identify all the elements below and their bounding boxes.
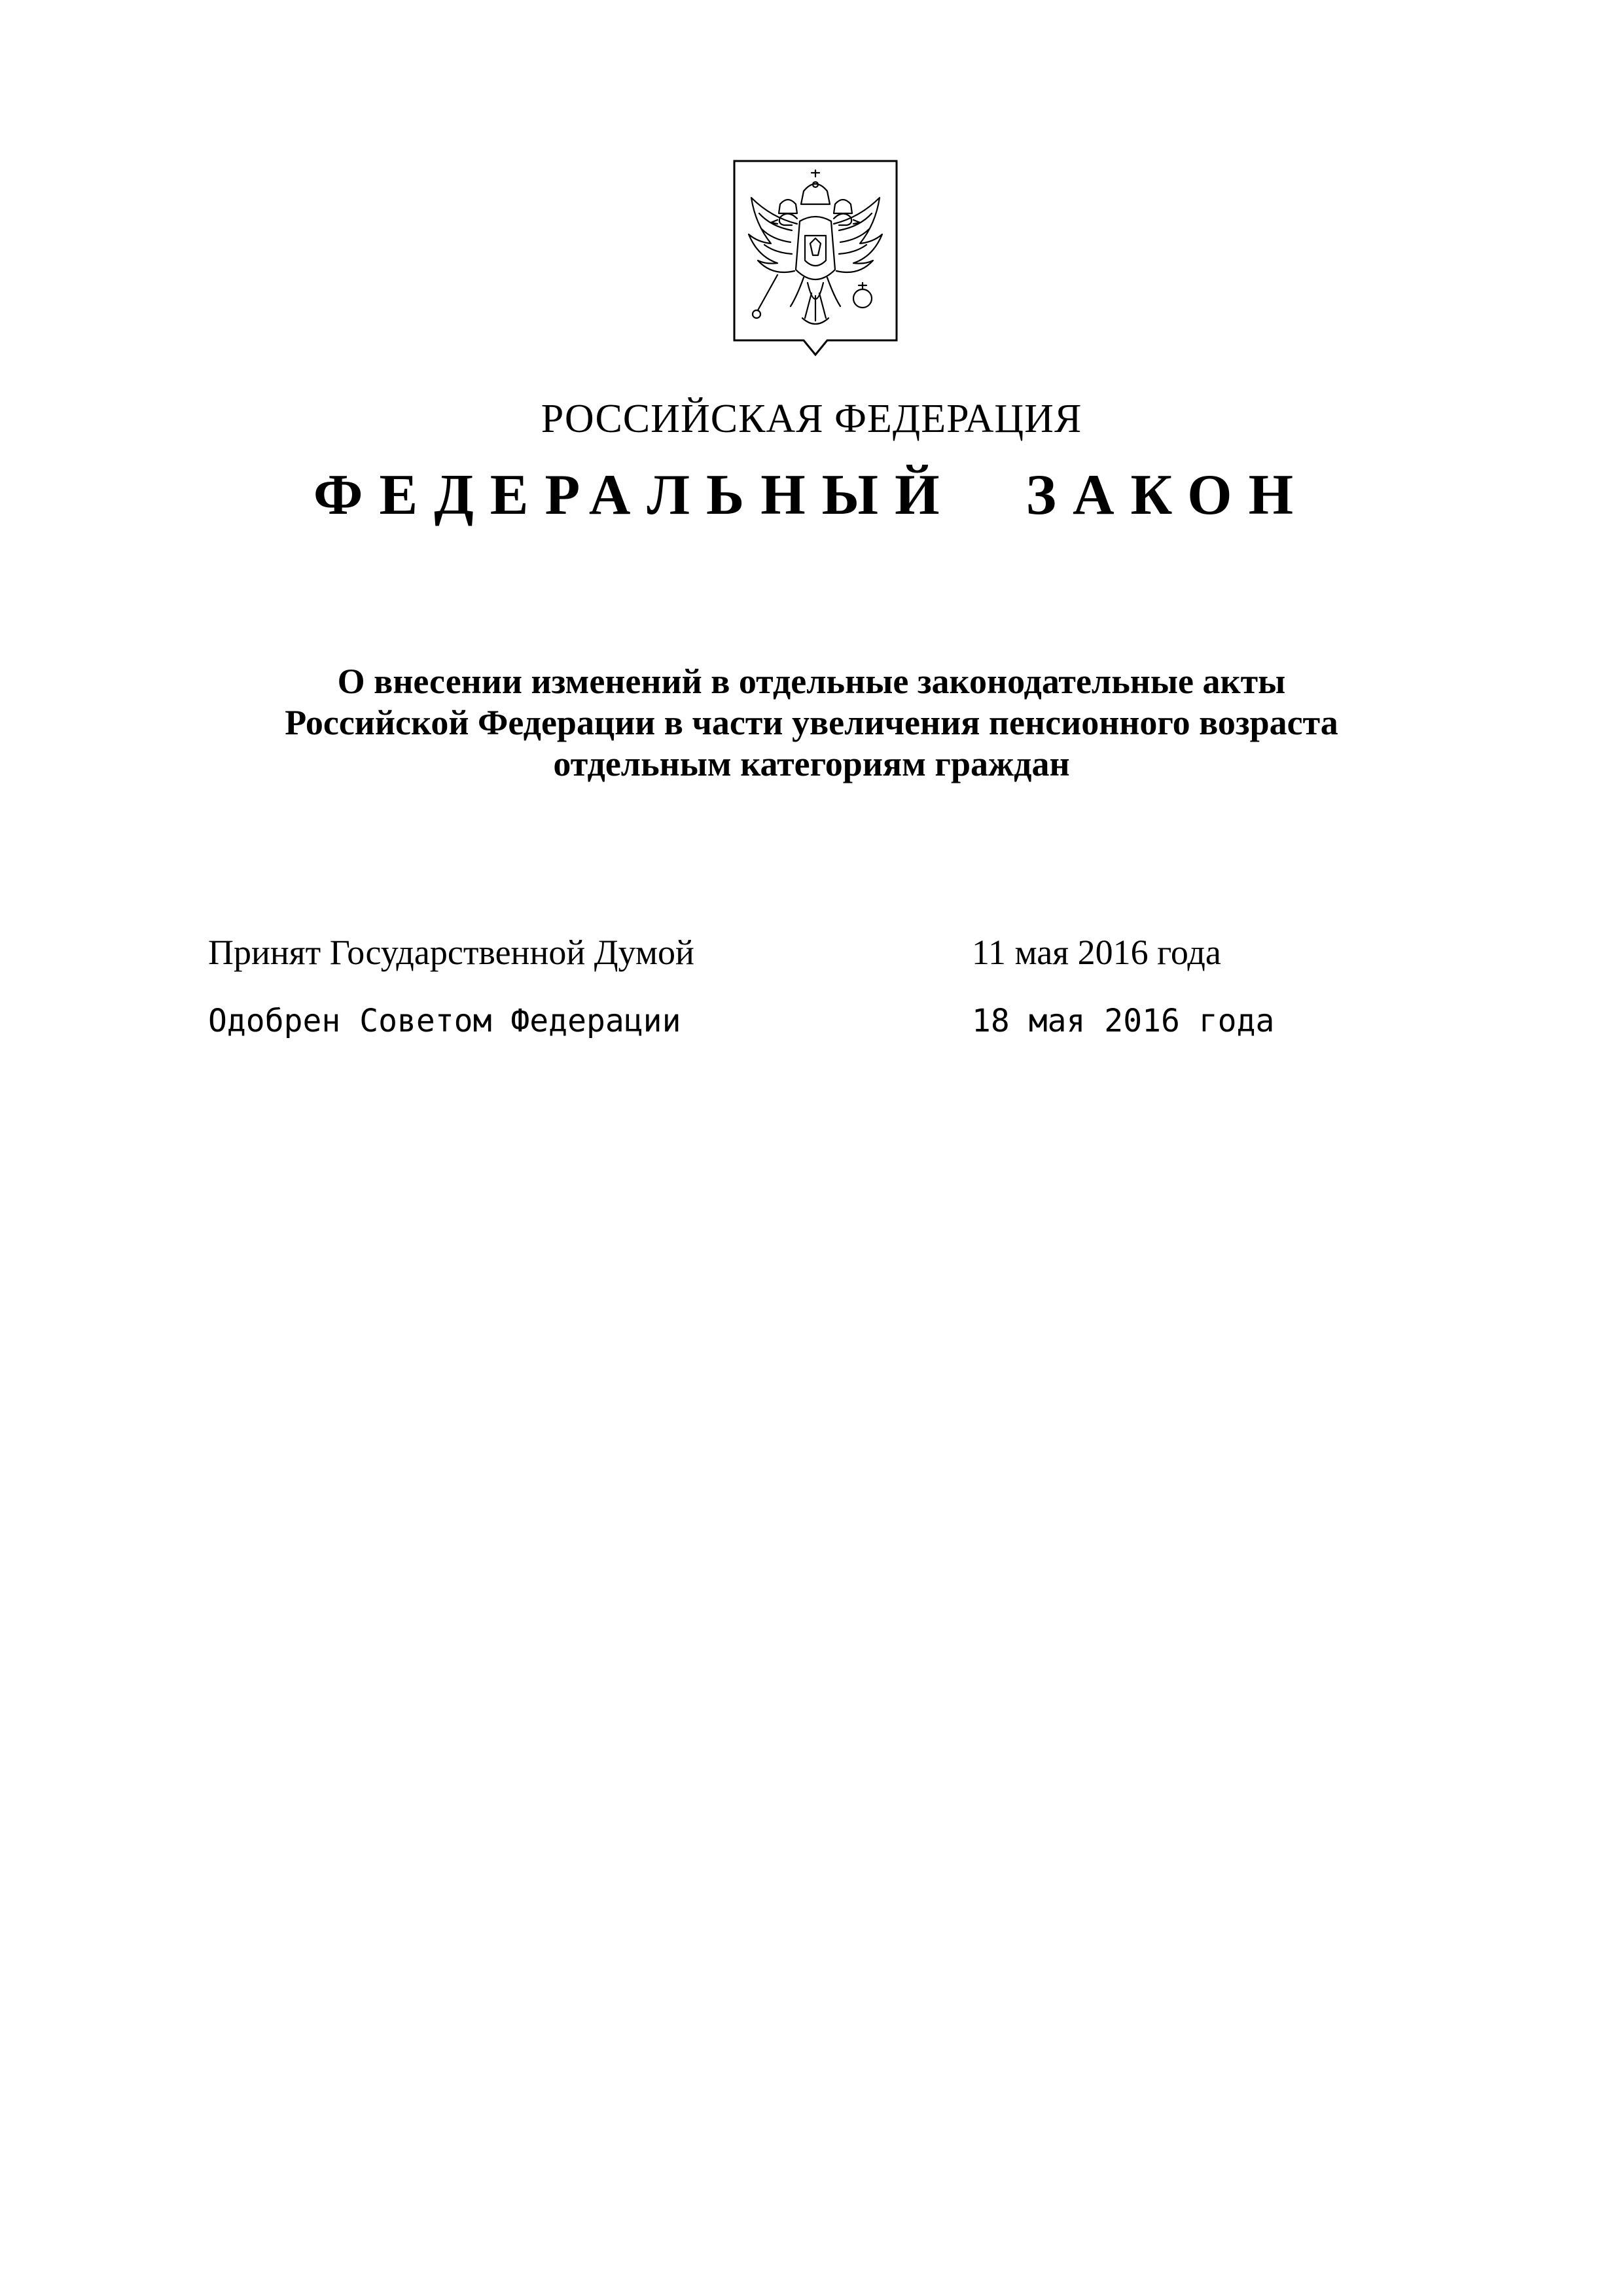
adoption-date: 11 мая 2016 года xyxy=(972,933,1221,972)
approval-date: 18 мая 2016 года xyxy=(972,1003,1275,1039)
law-title-line: отдельным категориям граждан xyxy=(553,744,1070,783)
country-name: РОССИЙСКАЯ ФЕДЕРАЦИЯ xyxy=(541,397,1082,441)
law-title-line: Российской Федерации в части увеличения пенсионного возраста xyxy=(285,703,1338,742)
approving-body: Одобрен Советом Федерации xyxy=(208,1003,681,1039)
law-title xyxy=(0,661,1623,785)
document-type: ФЕДЕРАЛЬНЫЙ ЗАКОН xyxy=(313,463,1310,527)
russian-coat-of-arms-icon xyxy=(732,158,899,357)
law-title-line: О внесении изменений в отдельные законодательные акты xyxy=(337,662,1286,701)
coat-of-arms-emblem xyxy=(732,158,899,357)
adoption-row-state-duma xyxy=(0,929,1623,975)
adopting-body: Принят Государственной Думой xyxy=(208,933,694,972)
adoption-row-federation-council xyxy=(0,998,1623,1044)
